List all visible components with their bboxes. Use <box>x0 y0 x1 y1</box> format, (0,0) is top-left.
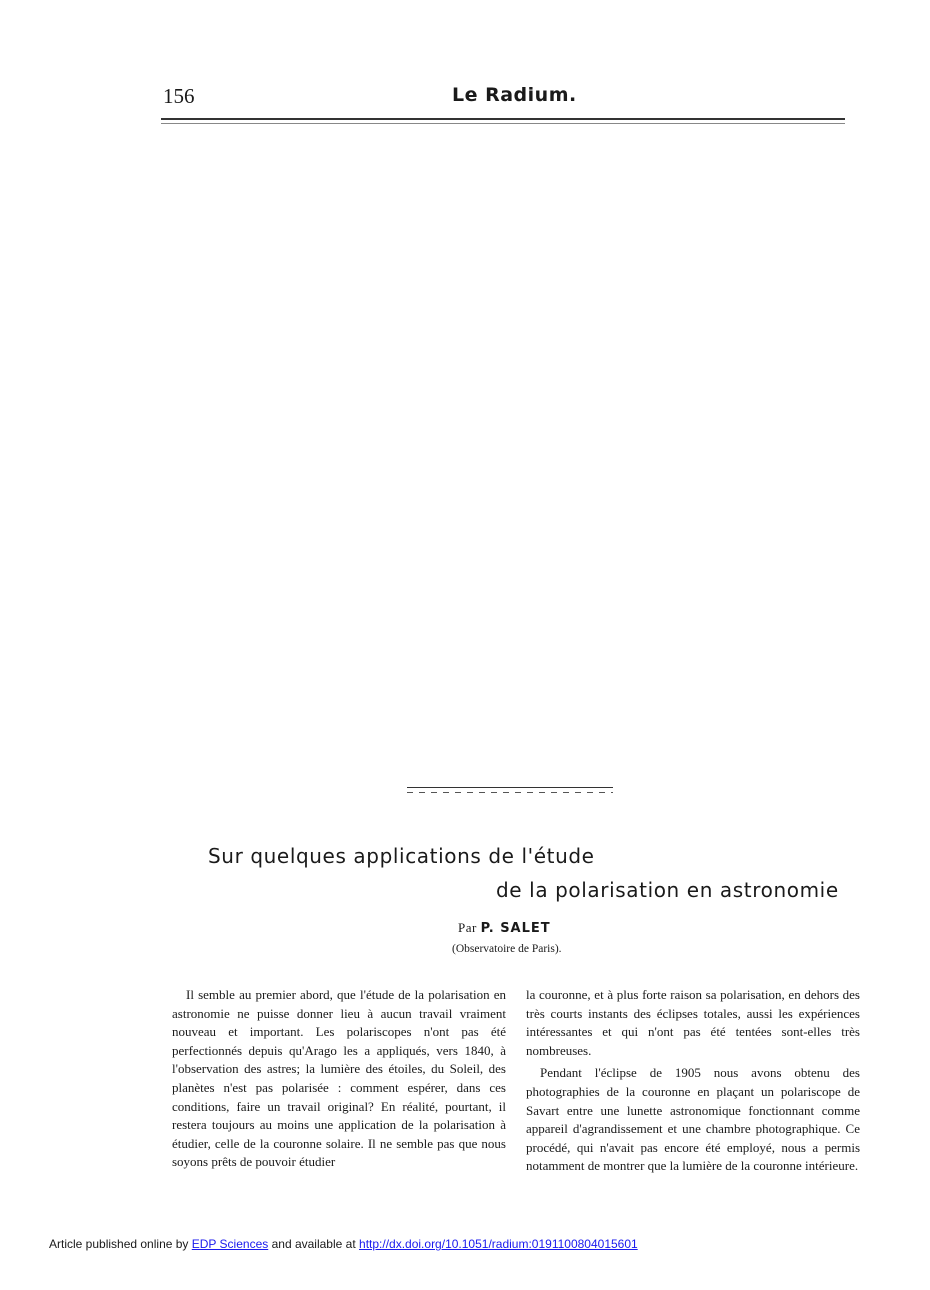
header-rule <box>161 118 845 120</box>
header-rule-thin <box>161 123 845 124</box>
section-divider <box>407 787 613 788</box>
article-title-line2: de la polarisation en astronomie <box>496 878 839 902</box>
paragraph: Pendant l'éclipse de 1905 nous avons obtenu des photographies de la couronne en plaçant un polariscope de Savart entre une lunette astronomique fonctionnant comme appareil d'agrandissement et une chambre photographique. Ce procédé, qui n'avait pas encore été employé, nous a permis notamment de montrer que la lumière de la couronne intérieure. <box>526 1065 860 1174</box>
page-number: 156 <box>163 84 195 108</box>
article-title-line1: Sur quelques applications de l'étude <box>208 844 595 868</box>
footer-prefix: Article published online by <box>49 1237 189 1251</box>
author-name: P. SALET <box>480 921 551 936</box>
paragraph: la couronne, et à plus forte raison sa polarisation, en dehors des très courts instants des éclipses totales, aussi les expériences intéressantes et qui n'ont pas été tentées sont-elles très nombreuses. <box>526 987 860 1058</box>
byline-prefix: Par <box>458 920 477 935</box>
body-left-column <box>172 986 506 1172</box>
body-right-column <box>526 986 860 1176</box>
footer-middle: and available at <box>271 1237 356 1251</box>
byline <box>458 920 551 936</box>
section-divider-dashed <box>407 792 613 793</box>
publisher-link[interactable]: EDP Sciences <box>191 1237 269 1251</box>
author-affiliation: (Observatoire de Paris). <box>452 943 562 955</box>
paragraph: Il semble au premier abord, que l'étude de la polarisation en astronomie ne puisse donner lieu à aucun travail vraiment nouveau et important. Les polariscopes n'ont pas été perfectionnés depuis qu'Arago les a appliqués, vers 1840, à l'observation des astres; la lumière des étoiles, du Soleil, des planètes n'est pas polarisée : comment espérer, dans ces conditions, faire un travail original? En réalité, pourtant, il restera toujours au moins une application de la polarisation à étudier, celle de la couronne solaire. Il ne semble pas que nous soyons prêts de pouvoir étudier <box>172 987 506 1170</box>
doi-link[interactable]: http://dx.doi.org/10.1051/radium:0191100804015601 <box>359 1237 638 1251</box>
journal-title: Le Radium. <box>452 84 577 106</box>
publication-footer <box>49 1237 638 1251</box>
